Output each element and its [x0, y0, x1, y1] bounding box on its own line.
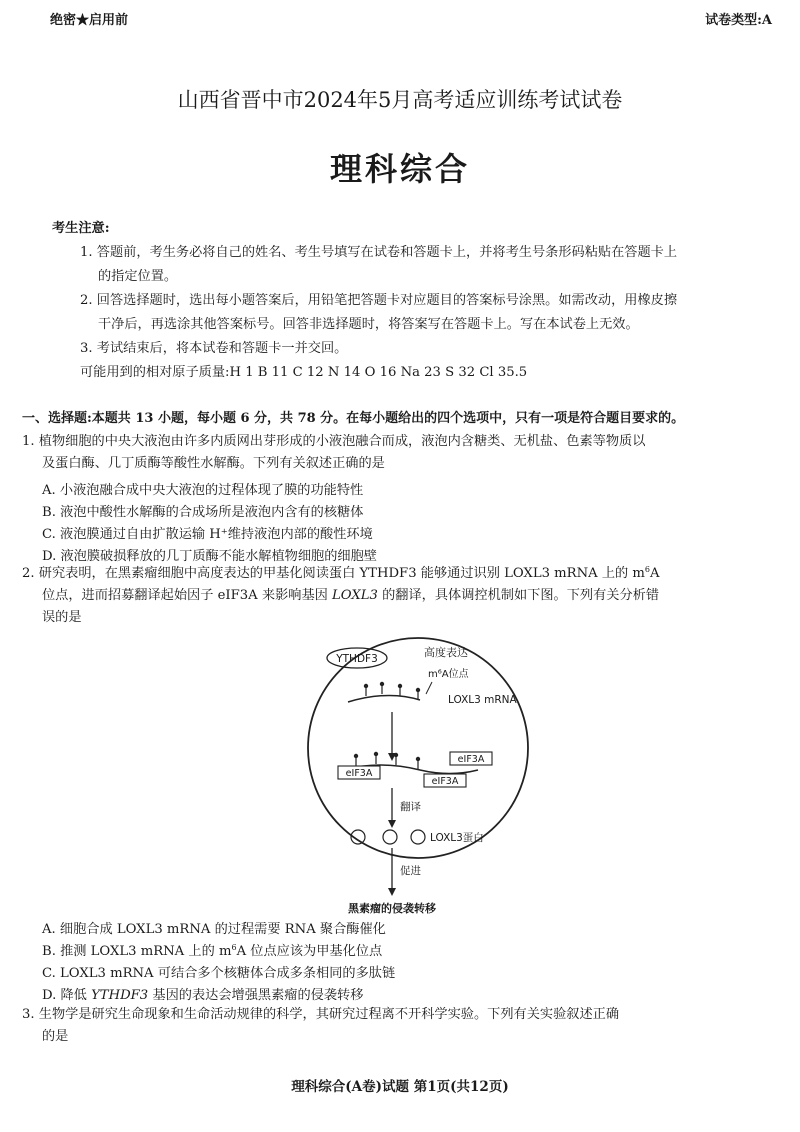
- notice-item: 的指定位置。: [98, 269, 178, 284]
- promote-label: 促进: [400, 865, 421, 877]
- q2-option-c: C. LOXL3 mRNA 可结合多个核糖体合成多条相同的多肽链: [42, 966, 396, 981]
- q2-stem: 误的是: [42, 610, 82, 625]
- q2-stem: 位点，进而招募翻译起始因子 eIF3A 来影响基因 LOXL3 的翻译，具体调控机制如下图。下列有关分析错: [42, 588, 660, 603]
- protein-label: YTHDF3: [336, 653, 378, 665]
- notice-item: 2. 回答选择题时，选出每小题答案后，用铅笔把答题卡对应题目的答案标号涂黑。如需改动，用橡皮擦: [80, 293, 678, 308]
- q3-stem: 3. 生物学是研究生命现象和生命活动规律的科学，其研究过程离不开科学实验。下列有关实验叙述正确: [22, 1007, 620, 1022]
- mrna-label: LOXL3 mRNA: [448, 694, 517, 706]
- section-heading: 一、选择题:本题共 13 小题，每小题 6 分，共 78 分。在每小题给出的四个选项中，只有一项是符合题目要求的。: [22, 411, 685, 426]
- q1-stem: 及蛋白酶、几丁质酶等酸性水解酶。下列有关叙述正确的是: [42, 456, 385, 471]
- notice-item: 干净后，再选涂其他答案标号。回答非选择题时，将答案写在答题卡上。写在本试卷上无效。: [98, 317, 639, 332]
- outcome-label: 黑素瘤的侵袭转移: [348, 902, 436, 915]
- mrna-strand: [348, 695, 420, 702]
- notice-heading: 考生注意:: [52, 221, 110, 236]
- paper-type-label: 试卷类型:A: [705, 13, 772, 28]
- q2-option-b: B. 推测 LOXL3 mRNA 上的 $m^6A$ 位点应该为甲基化位点: [42, 943, 383, 959]
- confidential-label: 绝密★启用前: [50, 13, 129, 28]
- arrow-down: [388, 820, 396, 828]
- q1-stem: 1. 植物细胞的中央大液泡由许多内质网出芽形成的小液泡融合而成，液泡内含糖类、无机盐、色素等物质以: [22, 434, 646, 449]
- protein-circle: [411, 830, 425, 844]
- product-label: LOXL3蛋白: [430, 832, 484, 844]
- q2-stem: 2. 研究表明，在黑素瘤细胞中高度表达的甲基化阅读蛋白 YTHDF3 能够通过识别 LOXL3 mRNA 上的 $m^6A$: [22, 565, 660, 581]
- atomic-masses: 可能用到的相对原子质量:H 1 B 11 C 12 N 14 O 16 Na 23 S 32 Cl 35.5: [80, 365, 528, 380]
- q3-stem: 的是: [42, 1029, 69, 1044]
- eif3a-label: eIF3A: [345, 768, 373, 779]
- q2-option-a: A. 细胞合成 LOXL3 mRNA 的过程需要 RNA 聚合酶催化: [42, 922, 386, 937]
- subject-title: 理科综合: [329, 150, 470, 188]
- q1-option-c: C. 液泡膜通过自由扩散运输 H⁺维持液泡内部的酸性环境: [42, 527, 373, 542]
- q1-option-d: D. 液泡膜破损释放的几丁质酶不能水解植物细胞的细胞壁: [42, 549, 377, 564]
- q2-option-d: D. 降低 YTHDF3 基因的表达会增强黑素瘤的侵袭转移: [42, 988, 364, 1003]
- q1-option-b: B. 液泡中酸性水解酶的合成场所是液泡内含有的核糖体: [42, 505, 364, 520]
- protein-circle: [383, 830, 397, 844]
- page-footer: 理科综合(A卷)试题 第1页(共12页): [291, 1079, 509, 1095]
- notice-item: 3. 考试结束后，将本试卷和答题卡一并交回。: [80, 341, 348, 356]
- translate-label: 翻译: [400, 801, 421, 813]
- eif3a-label: eIF3A: [431, 776, 459, 787]
- cell-outline: [308, 638, 528, 858]
- arrow-down: [388, 888, 396, 896]
- q1-option-a: A. 小液泡融合成中央大液泡的过程体现了膜的功能特性: [42, 483, 364, 498]
- notice-item: 1. 答题前，考生务必将自己的姓名、考生号填写在试卷和答题卡上，并将考生号条形码粘贴在答题卡上: [80, 245, 678, 260]
- exam-title: 山西省晋中市2024年5月高考适应训练考试试卷: [177, 88, 623, 112]
- high-expression-label: 高度表达: [424, 646, 468, 659]
- regulation-diagram: [300, 620, 540, 920]
- eif3a-label: eIF3A: [457, 754, 485, 765]
- m6a-site-label: m⁶A位点: [428, 669, 469, 680]
- site-pointer: [426, 682, 432, 694]
